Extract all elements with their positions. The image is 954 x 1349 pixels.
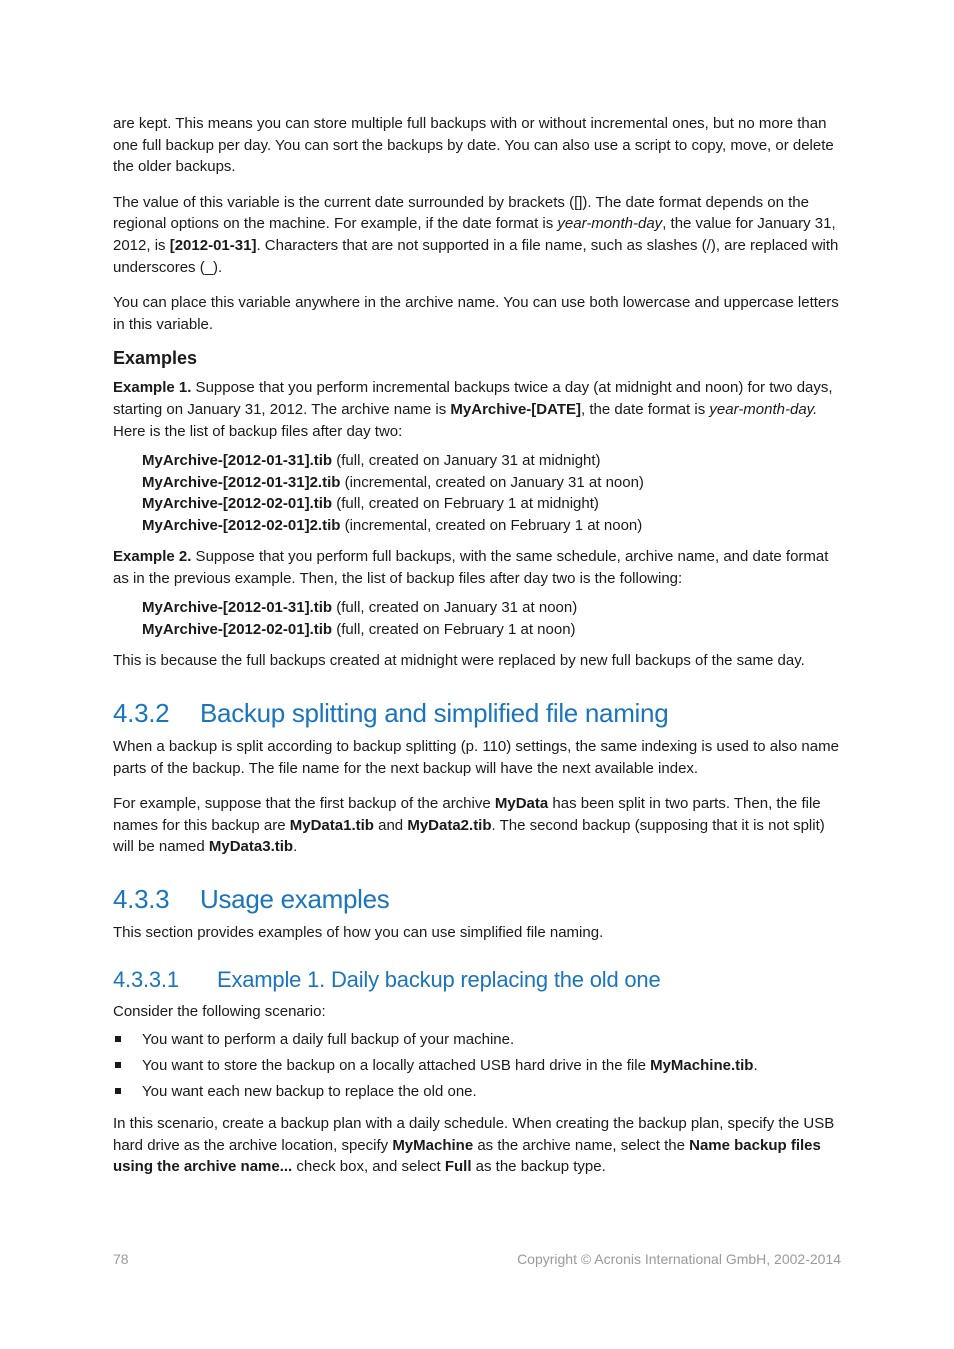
list-item: You want to perform a daily full backup of your machine. [113, 1029, 843, 1051]
copyright-notice: Copyright © Acronis International GmbH, 2002-2014 [517, 1251, 841, 1267]
file-entry: MyArchive-[2012-01-31].tib (full, created on January 31 at midnight) [142, 452, 601, 470]
date-value-bold: [2012-01-31] [169, 236, 257, 254]
example-2-file-list [142, 597, 843, 640]
example-1-paragraph: Example 1. Suppose that you perform incremental backups twice a day (at midnight and noon) for two days, starting on January 31, 2012. The archive name is MyArchive-[DATE], the date format is year-month-day. Here is the list of backup files after day two: [113, 379, 833, 440]
intro-paragraph-3: You can place this variable anywhere in the archive name. You can use both lowercase and uppercase letters in this variable. [113, 294, 839, 333]
list-item: You want to store the backup on a locally attached USB hard drive in the file MyMachine.tib. [113, 1055, 843, 1077]
example-2-paragraph: Example 2. Suppose that you perform full backups, with the same schedule, archive name, and date format as in the previous example. Then, the list of backup files after day two is the following: [113, 548, 829, 587]
intro-paragraph-1: are kept. This means you can store multiple full backups with or without incremental ones, but no more than one full backup per day. You can sort the backups by date. You can also use a script to copy, move, or delete the older backups. [113, 115, 834, 176]
document-page [113, 113, 843, 1178]
bullet-square-icon [115, 1036, 121, 1042]
file-entry: MyArchive-[2012-02-01]2.tib (incremental, created on February 1 at noon) [142, 516, 643, 534]
bullet-square-icon [115, 1062, 121, 1068]
list-item: You want each new backup to replace the old one. [113, 1081, 843, 1103]
section-4-3-2-paragraph-1: When a backup is split according to backup splitting (p. 110) settings, the same indexing is used to also name parts of the backup. The file name for the next backup will have the next available index. [113, 737, 839, 777]
scenario-intro: Consider the following scenario: [113, 1003, 326, 1021]
section-4-3-2-paragraph-2: For example, suppose that the first backup of the archive MyData has been split in two parts. Then, the file names for this backup are MyData1.tib and MyData2.tib. The second backup (supposing that it is not split) will be named MyData3.tib. [113, 795, 825, 856]
file-entry: MyArchive-[2012-02-01].tib (full, created on February 1 at noon) [142, 620, 576, 638]
section-4-3-3-paragraph: This section provides examples of how you can use simplified file naming. [113, 923, 604, 941]
bullet-square-icon [115, 1088, 121, 1094]
examples-heading: Examples [113, 348, 198, 369]
file-entry: MyArchive-[2012-01-31]2.tib (incremental, created on January 31 at noon) [142, 473, 644, 491]
example-1-file-list [142, 450, 843, 536]
section-4-3-2-heading: 4.3.2 Backup splitting and simplified file naming [113, 697, 669, 728]
examples-conclusion: This is because the full backups created at midnight were replaced by new full backups of the same day. [113, 652, 805, 670]
file-entry: MyArchive-[2012-02-01].tib (full, created on February 1 at midnight) [142, 495, 599, 513]
date-format-italic: year-month-day [557, 215, 663, 233]
intro-paragraph-2: The value of this variable is the current date surrounded by brackets ([]). The date format depends on the regional options on the machine. For example, if the date format is year-month-day, the value for January 31, 2012, is [2012-01-31]. Characters that are not supported in a file name, such as slashes (/), are replaced with underscores (_). [113, 193, 839, 276]
section-4-3-3-heading: 4.3.3 Usage examples [113, 883, 390, 914]
file-entry: MyArchive-[2012-01-31].tib (full, created on January 31 at noon) [142, 599, 578, 617]
scenario-list [113, 1029, 843, 1103]
section-4-3-3-1-heading: 4.3.3.1 Example 1. Daily backup replacing the old one [113, 967, 661, 993]
page-number: 78 [113, 1251, 129, 1267]
scenario-instructions: In this scenario, create a backup plan with a daily schedule. When creating the backup plan, specify the USB hard drive as the archive location, specify MyMachine as the archive name, select the Name backup files using the archive name... check box, and select Full as the backup type. [113, 1115, 835, 1176]
